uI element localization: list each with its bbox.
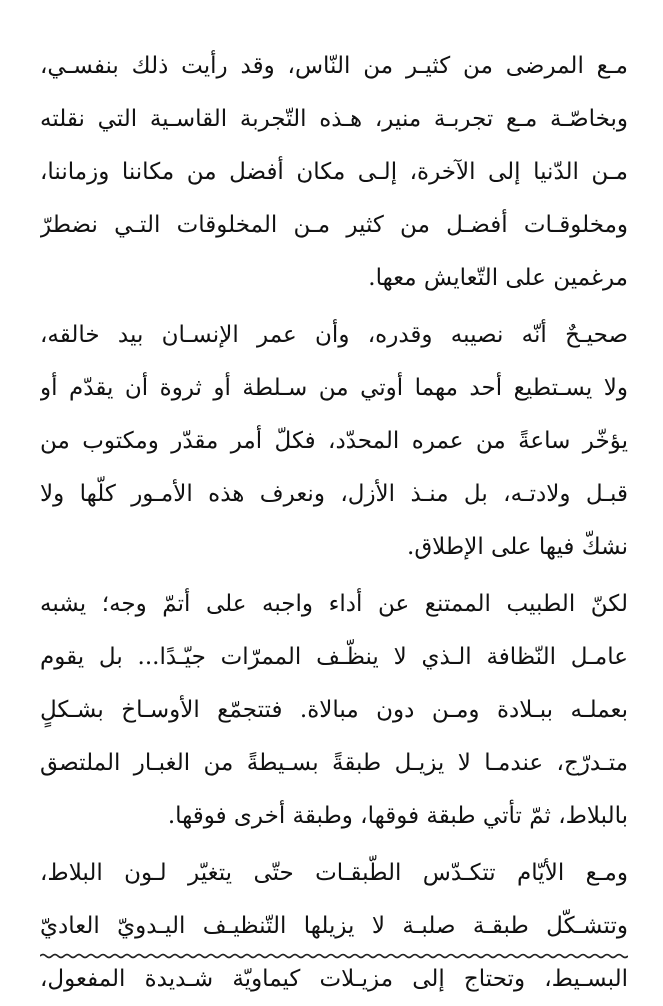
paragraph-1 — [40, 40, 628, 305]
text-line: ومـع الأيّام تتكـدّس الطّبقـات حتّى يتغيّر لـون البلاط، — [40, 860, 628, 886]
text-line: يؤخّر ساعةً من عمره المحدّد، فكلّ أمر مقدّر ومكتوب من — [40, 428, 628, 454]
text-line: قبـل ولادتـه، بل منـذ الأزل، ونعرف هذه الأمـور كلّها ولا — [40, 481, 628, 507]
text-line: بعملـه ببـلادة ومـن دون مبالاة. فتتجمّع الأوسـاخ بشـكلٍ — [40, 697, 628, 723]
paragraph-4 — [40, 847, 628, 1006]
text-line: البسـيط، وتحتاج إلى مزيـلات كيماويّة شـديدة المفعول، — [40, 966, 628, 992]
text-line: وتتشـكّل طبقـة صلبـة لا يزيلها التّنظيـف اليـدويّ العاديّ — [40, 913, 628, 939]
text-line: وبخاصّـة مـع تجربـة منير، هـذه التّجربة القاسـية التي نقلته — [40, 106, 628, 132]
text-line: متـدرّج، عندمـا لا يزيـل طبقةً بسـيطةً من الغبـار الملتصق — [40, 750, 628, 776]
text-line: مـع المرضى من كثيـر من النّاس، وقد رأيت ذلك بنفسـي، — [40, 53, 628, 79]
paragraph-3 — [40, 578, 628, 843]
text-line: مـن الدّنيا إلى الآخرة، إلـى مكان أفضل من مكاننا وزماننا، — [40, 159, 628, 185]
text-line: مرغمين على التّعايش معها. — [368, 265, 628, 291]
text-line: ولا يسـتطيع أحد مهما أوتي من سـلطة أو ثروة أن يقدّم أو — [40, 375, 628, 401]
text-line: صحيـحٌ أنّه نصيبه وقدره، وأن عمر الإنسـان بيد خالقه، — [40, 322, 628, 348]
text-line: نشكّ فيها على الإطلاق. — [407, 534, 628, 560]
text-line: ومخلوقـات أفضـل من كثير مـن المخلوقات التـي نضطرّ — [40, 212, 628, 238]
paragraph-2 — [40, 309, 628, 574]
text-line: عامـل النّظافة الـذي لا ينظّـف الممرّات جيّـدًا... بل يقوم — [40, 644, 628, 670]
text-line: بالبلاط، ثمّ تأتي طبقة فوقها، وطبقة أخرى فوقها. — [167, 803, 628, 829]
text-line: لكنّ الطبيب الممتنع عن أداء واجبه على أتمّ وجه؛ يشبه — [40, 591, 628, 617]
wavy-line-divider-icon — [40, 948, 628, 964]
text-page — [40, 40, 628, 992]
